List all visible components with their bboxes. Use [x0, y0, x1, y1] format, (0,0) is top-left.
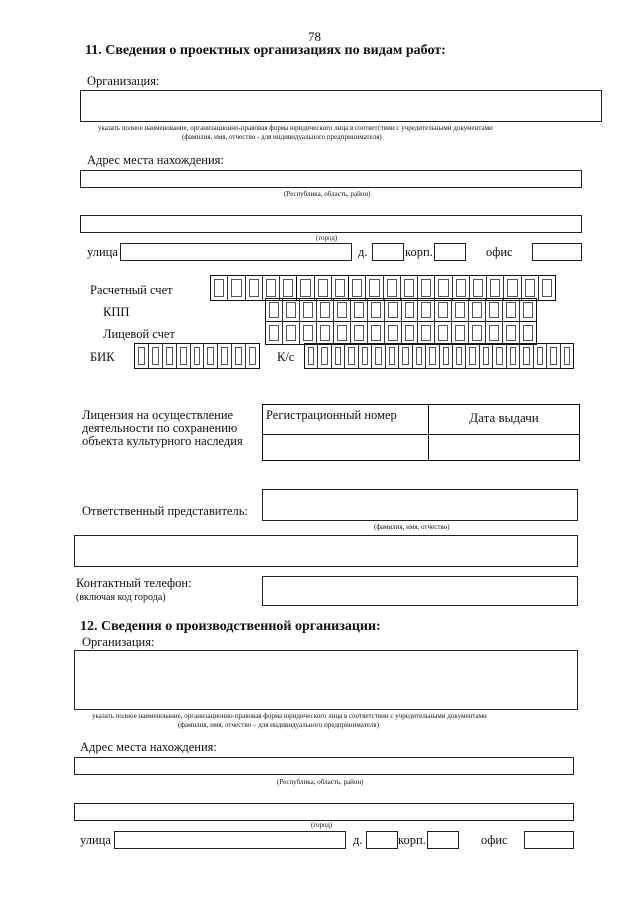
s12-region-input[interactable] — [74, 757, 574, 775]
license-table — [262, 404, 580, 461]
s12-address-label: Адрес места нахождения: — [80, 740, 217, 754]
s12-org-input[interactable] — [74, 650, 578, 710]
bik-label: БИК — [90, 350, 115, 364]
s12-street-label: улица — [80, 833, 111, 847]
s12-house-label: д. — [353, 833, 363, 847]
s11-house-input[interactable] — [372, 243, 404, 261]
s12-region-hint: (Республика, область, район) — [277, 778, 364, 786]
s12-org-hint-2: (фамилия, имя, отчество – для индивидуального предпринимателя) — [178, 721, 379, 729]
phone-label: Контактный телефон: — [76, 576, 192, 590]
kpp-grid[interactable] — [265, 298, 537, 322]
license-col-reg-number: Регистрационный номер — [263, 405, 429, 435]
s11-city-hint: (город) — [316, 234, 338, 242]
s11-house-label: д. — [358, 245, 368, 259]
s11-office-label: офис — [486, 245, 513, 259]
license-issue-date-cell[interactable] — [429, 435, 580, 461]
s11-street-label: улица — [87, 245, 118, 259]
account-label: Расчетный счет — [90, 283, 173, 297]
representative-label: Ответственный представитель: — [82, 504, 248, 518]
personal-account-label: Лицевой счет — [103, 327, 175, 341]
license-label-3: объекта культурного наследия — [82, 434, 243, 448]
representative-input[interactable] — [262, 489, 578, 521]
kpp-label: КПП — [103, 305, 130, 319]
s11-building-input[interactable] — [434, 243, 466, 261]
s11-org-input[interactable] — [80, 90, 602, 122]
personal-account-grid[interactable] — [265, 321, 537, 345]
ks-grid[interactable] — [304, 343, 574, 369]
bik-grid[interactable] — [134, 343, 260, 369]
s12-city-hint: (город) — [311, 821, 333, 829]
phone-hint: (включая код города) — [76, 592, 166, 603]
license-col-issue-date: Дата выдачи — [429, 405, 580, 435]
s11-building-label: корп. — [405, 245, 433, 259]
representative-hint: (фамилия, имя, отчество) — [374, 523, 450, 531]
s11-org-label: Организация: — [87, 74, 160, 88]
license-reg-number-cell[interactable] — [263, 435, 429, 461]
s11-street-input[interactable] — [120, 243, 352, 261]
s11-city-input[interactable] — [80, 215, 582, 233]
s12-city-input[interactable] — [74, 803, 574, 821]
s11-org-hint-2: (фамилия, имя, отчество - для индивидуального предпринимателя) — [182, 133, 382, 141]
s11-region-input[interactable] — [80, 170, 582, 188]
ks-label: К/с — [277, 350, 295, 364]
s12-house-input[interactable] — [366, 831, 398, 849]
s12-street-input[interactable] — [114, 831, 346, 849]
section-12-heading: 12. Сведения о производственной организации: — [80, 619, 381, 634]
s12-building-input[interactable] — [427, 831, 459, 849]
s12-org-label: Организация: — [82, 635, 155, 649]
s12-building-label: корп. — [398, 833, 426, 847]
phone-input[interactable] — [262, 576, 578, 606]
representative-input-2[interactable] — [74, 535, 578, 567]
s12-org-hint-1: указать полное наименование, организационно-правовая форма юридического лица в соответствии с учредительными документами — [92, 712, 487, 720]
s12-office-input[interactable] — [524, 831, 574, 849]
section-11-heading: 11. Сведения о проектных организациях по видам работ: — [85, 43, 446, 58]
license-label-2: деятельности по сохранению — [82, 421, 238, 435]
page-number: 78 — [308, 29, 321, 44]
s12-office-label: офис — [481, 833, 508, 847]
s11-region-hint: (Республика, область, район) — [284, 190, 371, 198]
s11-address-label: Адрес места нахождения: — [87, 153, 224, 167]
s11-org-hint-1: указать полное наименование, организационно-правовая форма юридического лица в соответствии с учредительными документами — [98, 124, 493, 132]
license-label-1: Лицензия на осуществление — [82, 408, 234, 422]
s11-office-input[interactable] — [532, 243, 582, 261]
